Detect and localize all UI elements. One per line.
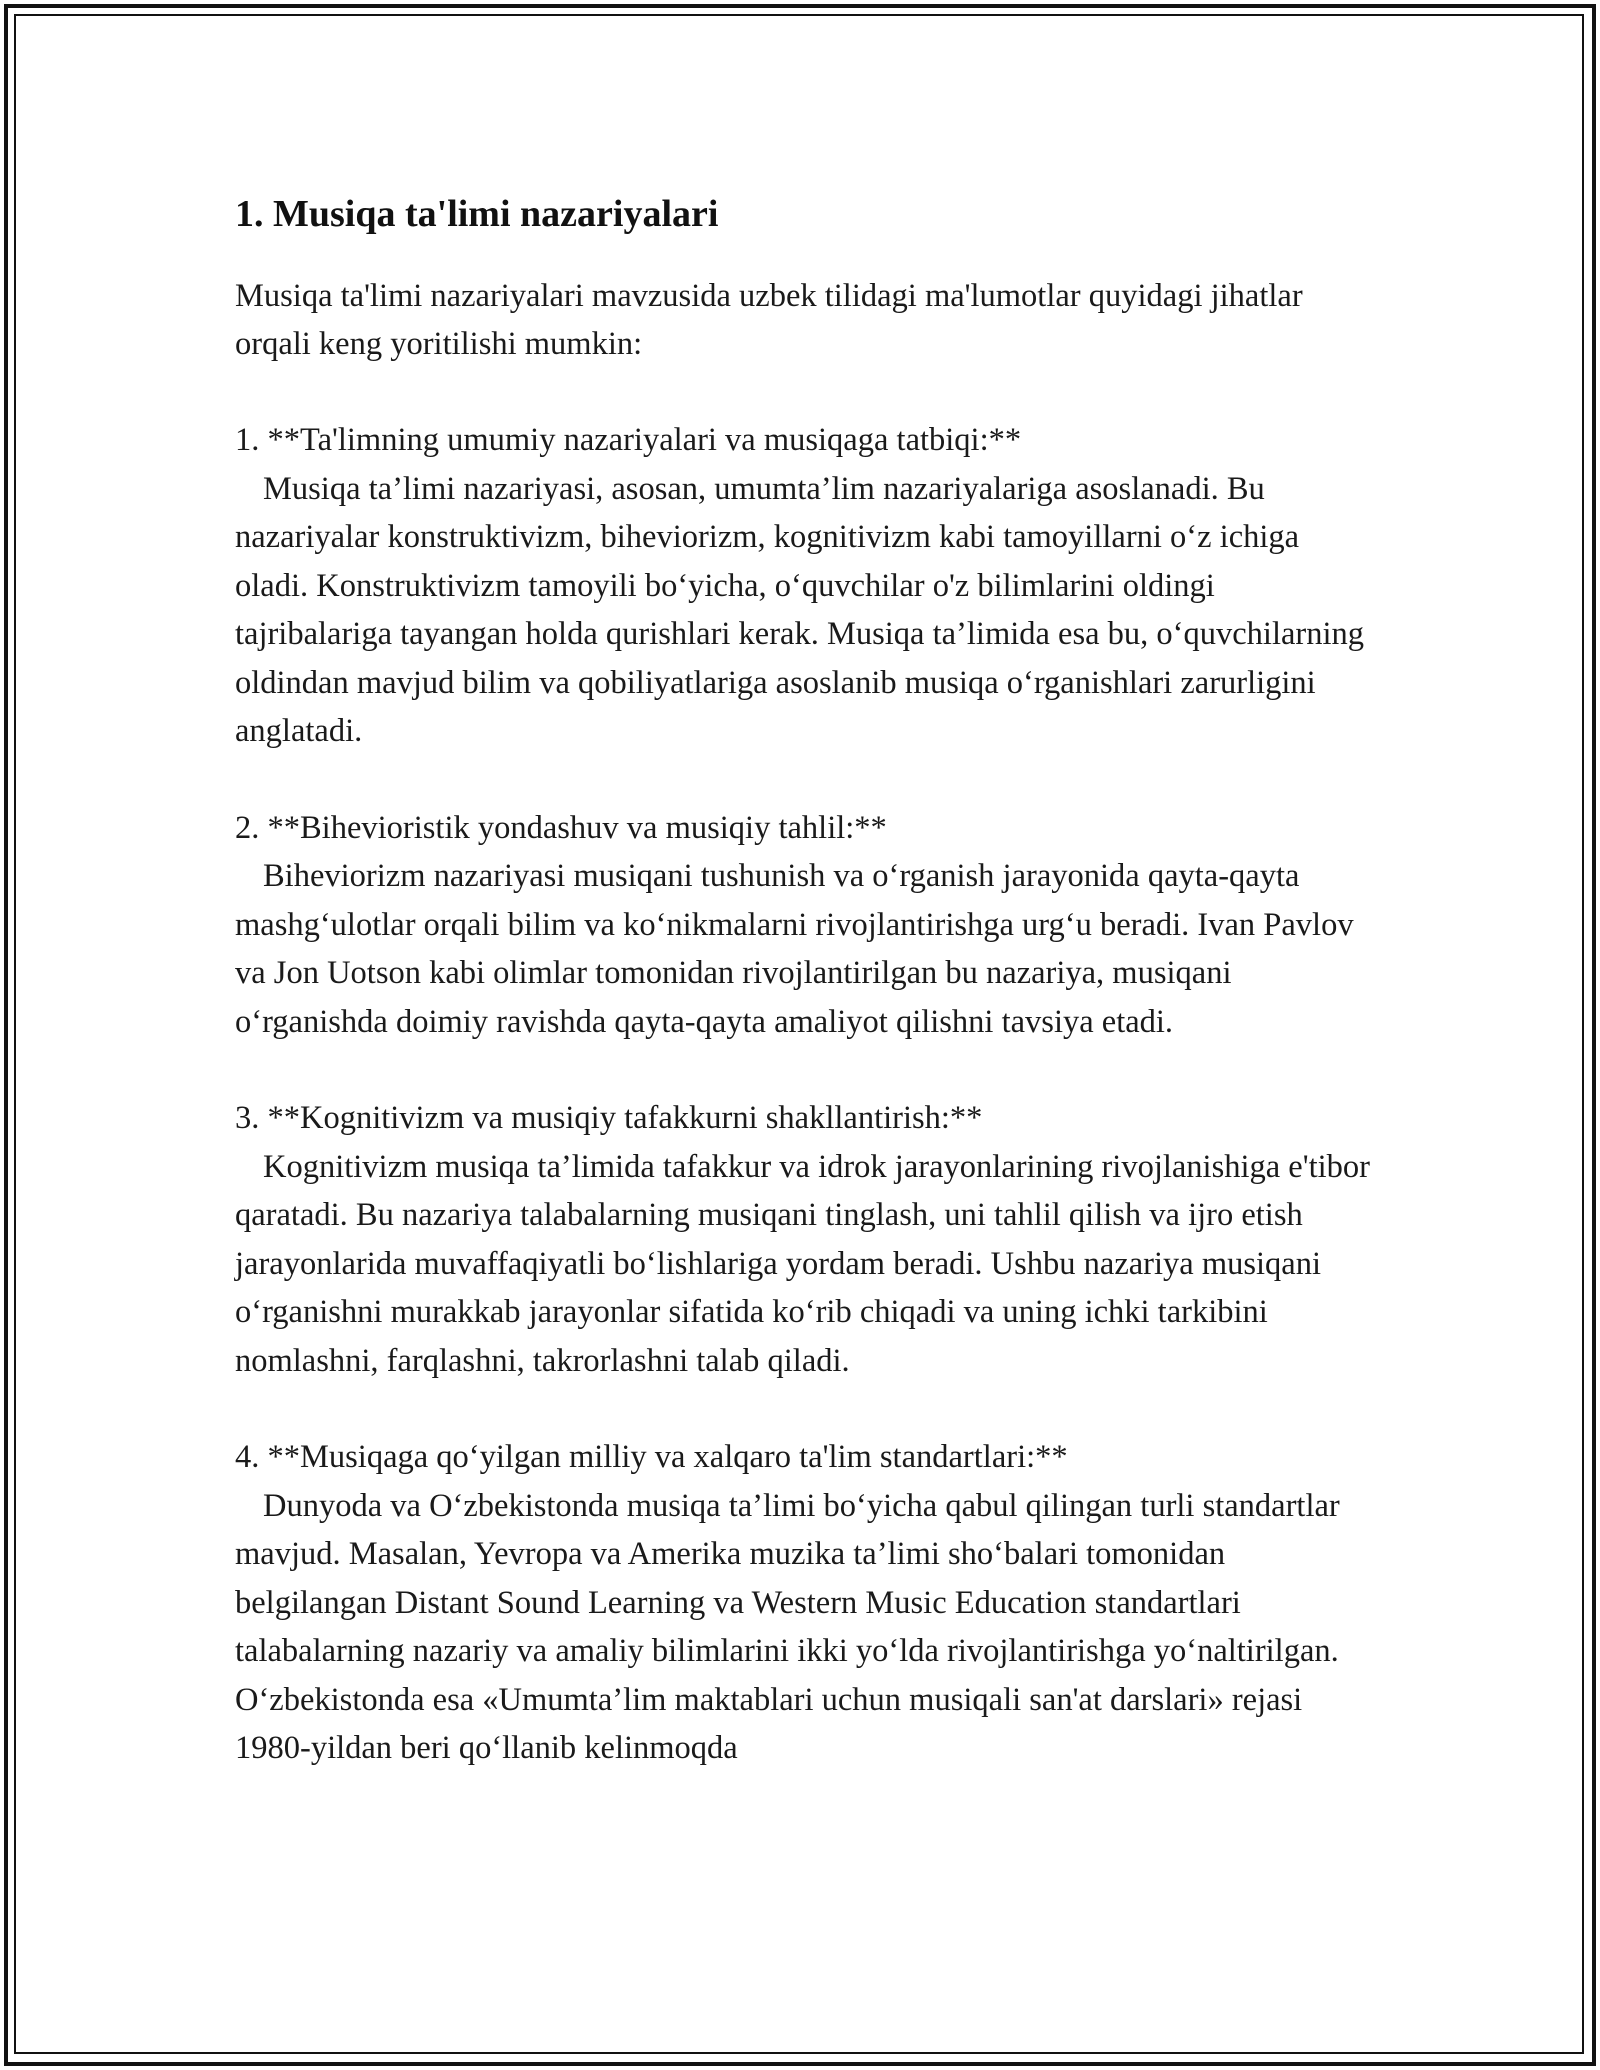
section-body: Biheviorizm nazariyasi musiqani tushunish va o‘rganish jarayonida qayta-qayta mashg‘ulotlar orqali bilim va ko‘nikmalarni rivojlantirishga urg‘u beradi. Ivan Pavlov va Jon Uotson kabi olimlar tomonidan rivojlantirilgan bu nazariya, musiqani o‘rganishda doimiy ravishda qayta-qayta amaliyot qilishni tavsiya etadi.: [235, 858, 1354, 1040]
section-2: [235, 804, 1375, 1047]
section-3: [235, 1094, 1375, 1385]
page-title: 1. Musiqa ta'limi nazariyalari: [235, 193, 719, 235]
section-body: Musiqa ta’limi nazariyasi, asosan, umumta’lim nazariyalariga asoslanadi. Bu nazariyalar konstruktivizm, biheviorizm, kognitivizm kabi tamoyillarni o‘z ichiga oladi. Konstruktivizm tamoyili bo‘yicha, o‘quvchilar o'z bilimlarini oldingi tajribalariga tayangan holda qurishlari kerak. Musiqa ta’limida esa bu, o‘quvchilarning oldindan mavjud bilim va qobiliyatlariga asoslanib musiqa o‘rganishlari zarurligini anglatadi.: [235, 470, 1365, 749]
section-heading: 3. **Kognitivizm va musiqiy tafakkurni shakllantirish:**: [235, 1100, 983, 1136]
intro-paragraph: Musiqa ta'limi nazariyalari mavzusida uzbek tilidagi ma'lumotlar quyidagi jihatlar orqali keng yoritilishi mumkin:: [235, 278, 1303, 362]
section-body: Kognitivizm musiqa ta’limida tafakkur va idrok jarayonlarining rivojlanishiga e'tibor qaratadi. Bu nazariya talabalarning musiqani tinglash, uni tahlil qilish va ijro etish jarayonlarida muvaffaqiyatli bo‘lishlariga yordam beradi. Ushbu nazariya musiqani o‘rganishni murakkab jarayonlar sifatida ko‘rib chiqadi va uning ichki tarkibini nomlashni, farqlashni, takrorlashni talab qiladi.: [235, 1148, 1370, 1379]
page-content: [235, 188, 1375, 1821]
section-4: [235, 1433, 1375, 1773]
section-1: [235, 416, 1375, 756]
section-heading: 2. **Bihevioristik yondashuv va musiqiy tahlil:**: [235, 809, 887, 846]
section-heading: 4. **Musiqaga qo‘yilgan milliy va xalqaro ta'lim standartlari:**: [235, 1439, 1068, 1475]
section-body: Dunyoda va O‘zbekistonda musiqa ta’limi bo‘yicha qabul qilingan turli standartlar mavjud. Masalan, Yevropa va Amerika muzika ta’limi sho‘balari tomonidan belgilangan Distant Sound Learning va Western Music Education standartlari talabalarning nazariy va amaliy bilimlarini ikki yo‘lda rivojlantirishga yo‘naltirilgan. O‘zbekistonda esa «Umumta’lim maktablari uchun musiqali san'at darslari» rejasi 1980-yildan beri qo‘llanib kelinmoqda: [235, 1487, 1340, 1766]
section-heading: 1. **Ta'limning umumiy nazariyalari va musiqaga tatbiqi:**: [235, 422, 1022, 458]
